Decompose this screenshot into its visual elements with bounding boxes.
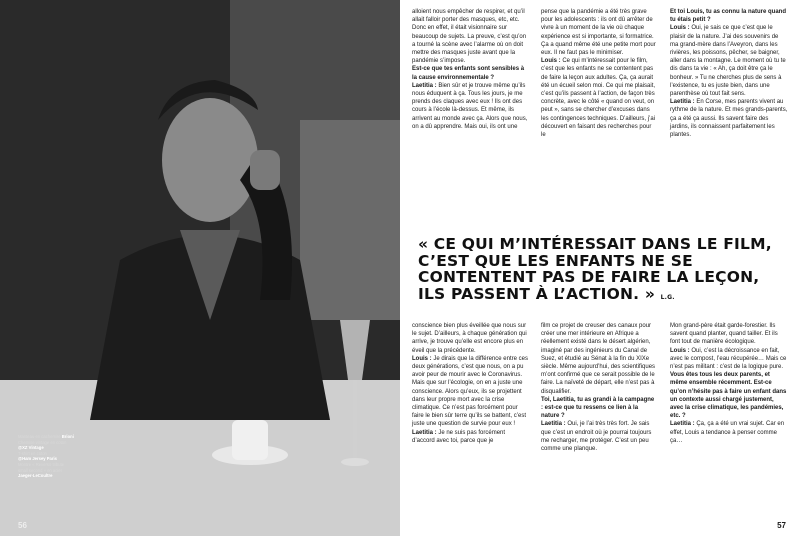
speaker-name: Louis : xyxy=(412,355,432,362)
answer-text: Je ne suis pas forcément d’accord avec toi, parce que je xyxy=(412,429,506,444)
interview-answer xyxy=(541,420,657,453)
speaker-name: Laetitia : xyxy=(541,421,566,428)
interview-question: Toi, Laetitia, tu as grandi à la campagne : est-ce que tu ressens ce lien à la nature ? xyxy=(541,396,655,420)
body-paragraph: film ce projet de creuser des canaux pour créer une mer intérieure en Afrique a réellement existé dans le désert algérien, imaginé par des ingénieurs du Canal de Suez, et étudié au Sénat à la fin du XIXe siècle. Même aujourd’hui, des scientifiques m’ont confirmé que ce serait possible de le faire. La naïveté de départ, elle n’est pas à disqualifier. xyxy=(541,323,656,395)
interview-answer xyxy=(670,24,788,98)
pull-quote xyxy=(418,236,788,306)
answer-text: Oui, c’est la décroissance en fait, avec le compost, l’eau récupérée… Mais ce n’est pas militant : c’est de la logique pure. xyxy=(670,347,787,371)
body-paragraph: alloient nous empêcher de respirer, et qu’il allait falloir porter des masques, etc, etc. Donc en effet, il était visionnaire sur beaucoup de sujets. La preuve, c’est qu’on a tourné la scène avec l’alarme où on doit mettre des masques juste avant que la pandémie s’impose. xyxy=(412,9,527,65)
interview-question: Est-ce que tes enfants sont sensibles à la cause environnementale ? xyxy=(412,66,525,81)
column-1-top xyxy=(412,8,528,131)
body-paragraph: conscience bien plus éveillée que nous sur le sujet. D’ailleurs, à chaque génération qui arrive, je trouve qu’elle est encore plus en éveil que la précédente. xyxy=(412,323,527,354)
answer-text: Bien sûr et je trouve même qu’ils nous éduquent à ça. Tous les jours, je me prends des claques avec eux ! Ils ont des cours à l’école là-dessus. Et même, ils arrivent au monde avec ça. Alors que nous, on a dû apprendre. Mais oui, ils ont une xyxy=(412,82,528,130)
speaker-name: Louis : xyxy=(670,347,690,354)
credit-brand: @Ham Jersey Paris xyxy=(18,456,58,462)
column-1-bottom xyxy=(412,322,528,445)
pull-quote-text: « CE QUI M’INTÉRESSAIT DANS LE FILM, C’EST QUE LES ENFANTS NE SE CONTENTENT PAS DE FAIRE LA LEÇON, ILS PASSENT À L’ACTION. » xyxy=(418,235,772,303)
answer-text: En Corse, mes parents vivent au rythme de la nature. Et mes grands-parents, ça a été ça aussi. Ils savent faire des jardins, ils connaissent parfaitement les plantes. xyxy=(670,99,788,139)
answer-text: Ça, ça a été un vrai sujet. Car en effet, Louis a tendance à penser comme ça… xyxy=(670,421,785,444)
speaker-name: Louis : xyxy=(670,25,690,32)
body-paragraph: pense que la pandémie a été très grave pour les adolescents : ils ont dû arrêter de vivre à un moment de la vie où chaque expérience est si importante, si formatrice. Ça a quand même été une petite mort pour eux. Il ne faut pas le minimiser. xyxy=(541,9,656,57)
pull-quote-signature: L.G. xyxy=(660,293,675,301)
interview-answer xyxy=(670,420,788,445)
page-number-right: 57 xyxy=(777,521,786,530)
page-number-left: 56 xyxy=(18,521,27,530)
interview-answer xyxy=(670,347,788,372)
credit-line: Manteau en cachemire xyxy=(18,434,62,439)
speaker-name: Laetitia : xyxy=(670,99,695,106)
interview-question: Et toi Louis, tu as connu la nature quand tu étais petit ? xyxy=(670,9,787,24)
answer-text: Ce qui m’intéressait pour le film, c’est que les enfants ne se contentent pas de faire la leçon aux adultes. Ça, ça aurait été un écueil selon moi. Ce qui me plaisait, c’est qu’ils passent à l’action, de façon très concrète, avec le côté « quand on veut, on peut », sans se chercher d’excuses dans les contingences techniques. D’ailleurs, j’ai découvert en faisant des recherches pour le xyxy=(541,58,656,139)
body-paragraph: Mon grand-père était garde-forestier. Ils savent quand planter, quand tailler. Et ils font tout de manière écologique. xyxy=(670,323,778,346)
credit-line: Chemise vintage en coton xyxy=(18,439,67,445)
right-page xyxy=(400,0,800,536)
column-3-top xyxy=(670,8,788,139)
photo-credits xyxy=(18,434,138,479)
speaker-name: Laetitia : xyxy=(412,82,437,89)
column-2-bottom xyxy=(541,322,657,453)
column-3-bottom xyxy=(670,322,788,445)
answer-text: Je dirais que la différence entre ces deux générations, c’est que nous, on a pu avoir peur de mourir avec le Coronavirus. Mais que sur l’écologie, on en a juste une conscience. Alors qu’eux, ils se projettent dans leur propre mort avec la crise climatique. Ce n’est pas forcément pour faire le bien sûr terre qu’ils se battent, c’est juste une question de survie pour eux ! xyxy=(412,355,528,428)
credit-brand: Brioni xyxy=(61,434,74,439)
answer-text: Oui, je sais ce que c’est que le plaisir de la nature. J’ai des souvenirs de ma grand-mère dans l’Aveyron, dans les rivières, les poissons, pêcher, se baigner, aller dans la montagne. Le moment où tu te dis dans ta vie : « Ah, ça doit être ça le bonheur. » Tu ne cherches plus de sens à l’existence, tu es juste bien, dans une parenthèse où tout fait sens. xyxy=(670,25,786,98)
credit-brand: Jaeger-LeCoultre xyxy=(18,473,53,479)
answer-text: Oui, je l’ai très très fort. Je sais que c’est un endroit où je pourrai toujours me recharger, me protéger. C’est un peu comme une planque. xyxy=(541,421,652,453)
interview-answer xyxy=(412,82,528,131)
interview-answer xyxy=(541,57,657,139)
credit-brand: @XZ Vintage xyxy=(18,445,44,451)
speaker-name: Laetitia : xyxy=(670,421,695,428)
column-2-top xyxy=(541,8,657,139)
credit-line: Montre « Reverso tribute xyxy=(18,461,65,467)
speaker-name: Louis : xyxy=(541,58,561,65)
interview-question: Vous êtes tous les deux parents, et même ensemble récemment. Est-ce qu’on n’hésite pas à faire un enfant dans un contexte aussi chargé justement, avec la crise climatique, les pandémies, etc. ? xyxy=(670,372,787,420)
credit-line: T-shirt en coton xyxy=(18,450,47,456)
interview-answer xyxy=(412,429,528,445)
interview-answer xyxy=(670,98,788,139)
speaker-name: Laetitia : xyxy=(412,429,437,436)
credit-line: small second » en acier xyxy=(18,467,62,473)
interview-answer xyxy=(412,355,528,429)
